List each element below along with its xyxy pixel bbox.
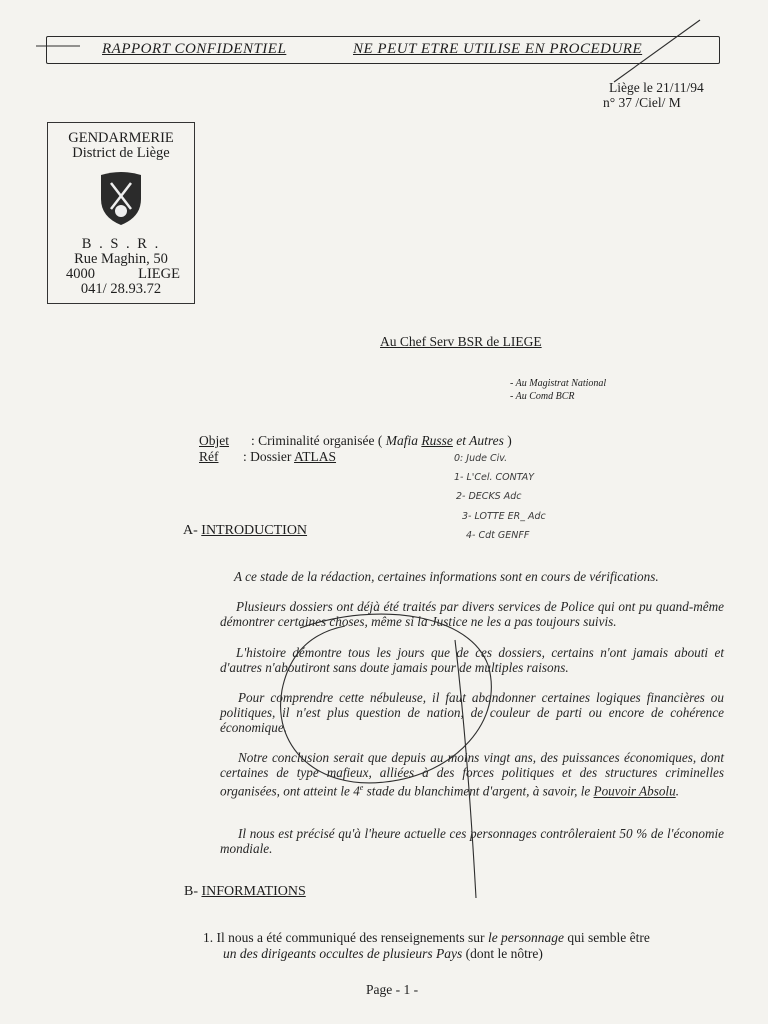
info-item-1: 1. Il nous a été communiqué des renseignements sur le personnage qui semble être (203, 930, 650, 945)
handwritten-entry-1: 1- L'Cel. CONTAY (454, 472, 535, 483)
stamp-district: District de Liège (72, 145, 170, 161)
intro-paragraph-4: Pour comprendre cette nébuleuse, il faut abandonner certaines logiques financières ou politiques, il n'est plus question de nation, de couleur de parti ou encore de cohérence économique. (220, 690, 724, 736)
pouvoir-absolu: Pouvoir Absolu (593, 783, 676, 799)
recipient-main: Au Chef Serv BSR de LIEGE (380, 334, 542, 349)
intro-paragraph-3: L'histoire démontre tous les jours que de ces dossiers, certains n'ont jamais abouti et d'autres n'aboutiront sans doute jamais pour de multiples raisons. (220, 645, 724, 676)
banner-left-text: RAPPORT CONFIDENTIEL (102, 41, 287, 57)
section-b-heading: B- INFORMATIONS (184, 884, 306, 899)
stamp-phone: 041/ 28.93.72 (80, 281, 162, 297)
section-a-title: INTRODUCTION (201, 523, 308, 538)
place-date: Liège le 21/11/94 (609, 80, 704, 95)
intro-paragraph-2: Plusieurs dossiers ont déjà été traités par divers services de Police qui ont pu quand-même démontrer certaines choses, même si la Justice ne les a pas toujours suivis. (220, 599, 724, 630)
section-a-heading: A- INTRODUCTION (183, 523, 308, 538)
subject-line (199, 433, 512, 449)
gendarmerie-stamp (47, 122, 195, 304)
ref-value: ATLAS (294, 449, 337, 464)
reference-number: n° 37 /Ciel/ M (603, 95, 681, 110)
page-number: Page - 1 - (366, 982, 419, 997)
ref-label: Réf (199, 449, 219, 464)
stamp-unit: B . S . R . (81, 236, 161, 252)
handwritten-entry-0: 0: Jude Civ. (454, 453, 508, 464)
shield-emblem-icon (95, 169, 147, 227)
stamp-org: GENDARMERIE (68, 130, 174, 146)
handwritten-entry-3: 3- LOTTE ER_ Adc (462, 511, 546, 522)
objet-italic-2: et Autres (452, 433, 504, 448)
info-item-number: 1. (203, 930, 214, 945)
intro-paragraph-6: Il nous est précisé qu'à l'heure actuelle ces personnages contrôleraient 50 % de l'économie mondiale. (220, 826, 724, 857)
reference-line (199, 449, 336, 465)
stamp-street: Rue Maghin, 50 (74, 251, 168, 267)
stamp-city: LIEGE (138, 266, 180, 282)
handwritten-entry-2: 2- DECKS Adc (456, 491, 522, 502)
objet-close: ) (503, 433, 512, 448)
ref-text: : Dossier (243, 449, 295, 464)
handwritten-entry-4: 4- Cdt GENFF (466, 530, 530, 541)
info-item-1-cont: un des dirigeants occultes de plusieurs Pays (dont le nôtre) (223, 946, 543, 961)
stamp-postcode: 4000 (66, 266, 95, 282)
intro-paragraph-1: A ce stade de la rédaction, certaines informations sont en cours de vérifications. (234, 569, 659, 584)
banner-right-text: NE PEUT ETRE UTILISE EN PROCEDURE (353, 41, 643, 57)
intro-paragraph-5: Notre conclusion serait que depuis au moins vingt ans, des puissances économiques, dont certaines de type mafieux, alliées à des forces politiques et des structures criminelles organisées, ont atteint le 4e stade du blanchiment d'argent, à savoir, le Pouvoir Absolu. (220, 750, 724, 799)
section-b-title: INFORMATIONS (201, 884, 306, 899)
objet-italic-1: Mafia (385, 433, 422, 448)
confidential-banner (46, 36, 720, 64)
objet-text: : Criminalité organisée ( (251, 433, 386, 448)
objet-italic-russe: Russe (421, 433, 453, 448)
objet-label: Objet (199, 433, 229, 448)
recipient-cc-1: - Au Magistrat National (510, 378, 607, 389)
recipient-cc-2: - Au Comd BCR (510, 391, 575, 402)
